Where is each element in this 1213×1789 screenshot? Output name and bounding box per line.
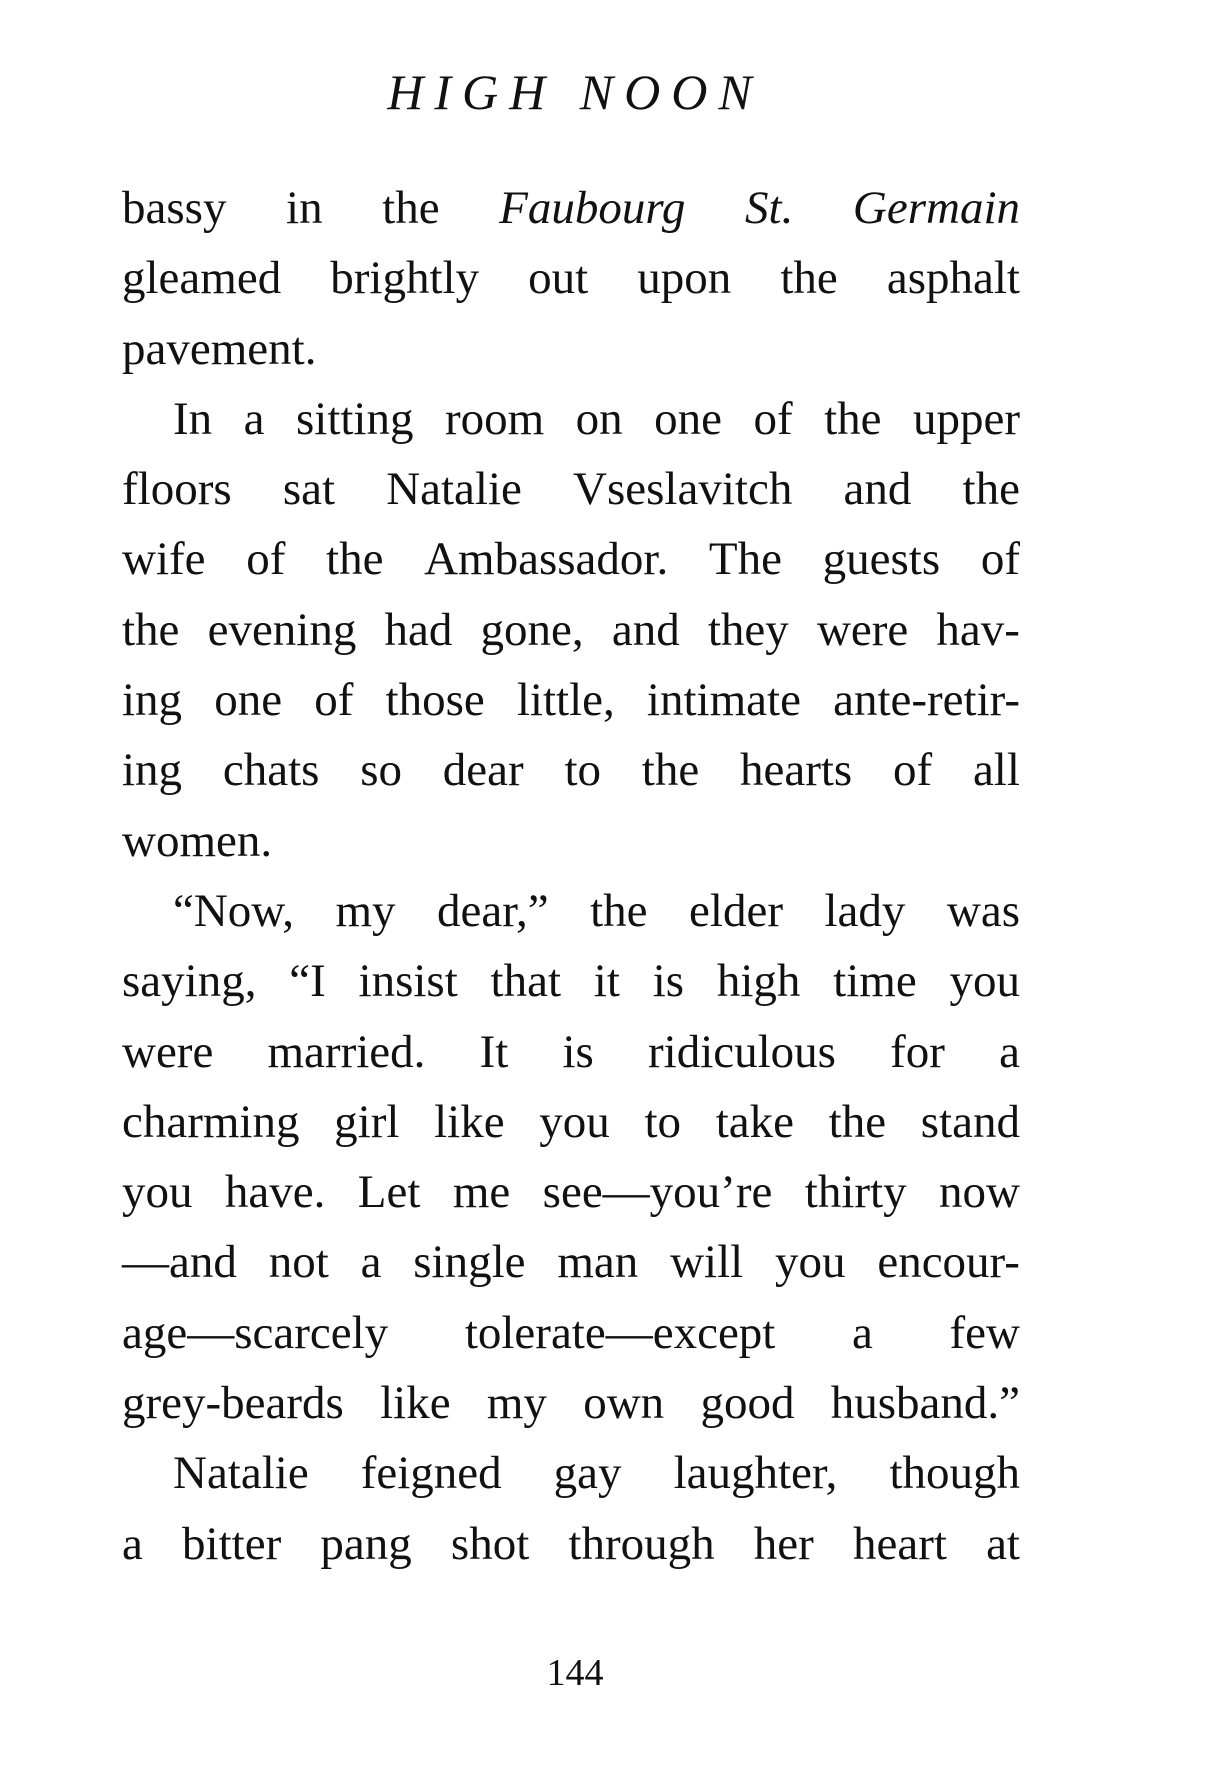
running-head: HIGH NOON: [387, 64, 763, 120]
text-line: [122, 182, 1020, 252]
word: the: [828, 1095, 887, 1148]
word: and: [611, 603, 680, 656]
word: floors: [122, 463, 232, 516]
word: now: [939, 1166, 1020, 1219]
word: my: [486, 1377, 547, 1430]
word: age—scarcely: [122, 1306, 389, 1359]
word: in: [286, 182, 323, 234]
word: Natalie: [386, 463, 522, 516]
word: laughter,: [673, 1447, 838, 1500]
word: were: [122, 1025, 214, 1078]
word: is: [562, 1025, 594, 1078]
word: will: [670, 1236, 744, 1289]
word: Natalie: [173, 1447, 309, 1500]
word: pang: [320, 1517, 412, 1570]
word: the: [326, 533, 384, 586]
page-number: 144: [546, 1652, 604, 1694]
word: It: [479, 1025, 509, 1078]
text-line: [122, 252, 1020, 322]
word: though: [889, 1447, 1020, 1500]
word: high: [716, 955, 801, 1008]
word: to: [644, 1095, 682, 1148]
word: of: [753, 392, 793, 445]
word: gone,: [480, 603, 584, 656]
word: is: [652, 955, 685, 1008]
word: the: [824, 392, 882, 445]
word: intimate: [646, 674, 801, 727]
word: of: [893, 744, 933, 797]
text-line: [122, 463, 1020, 533]
text-line: [122, 1377, 1020, 1447]
word: little,: [516, 674, 615, 727]
word: hearts: [739, 744, 853, 797]
word: those: [385, 674, 485, 727]
word: ing: [122, 744, 183, 797]
word: me: [452, 1166, 511, 1219]
word: a: [852, 1306, 873, 1359]
word: few: [949, 1306, 1020, 1359]
paragraph-first-line: [122, 885, 1020, 955]
text-line: [122, 1307, 1020, 1377]
word: dear: [442, 744, 524, 797]
word: women.: [122, 814, 273, 867]
word: gay: [553, 1447, 622, 1500]
word: Germain: [852, 182, 1020, 234]
word: ing: [122, 674, 183, 727]
body-text: [122, 182, 1020, 1588]
word: the: [382, 182, 440, 234]
word: girl: [334, 1095, 400, 1148]
word: tolerate—except: [464, 1306, 776, 1359]
word: the: [122, 603, 180, 656]
text-line: [122, 323, 1020, 393]
word: own: [583, 1377, 665, 1430]
word: sitting: [295, 392, 414, 445]
word: was: [946, 884, 1020, 937]
text-line: [122, 674, 1020, 744]
word: hav-: [936, 603, 1020, 656]
word: Ambassador.: [424, 533, 669, 586]
word: the: [590, 884, 648, 937]
word: have.: [224, 1166, 326, 1219]
word: like: [380, 1377, 451, 1430]
word: guests: [822, 533, 941, 586]
word: lady: [824, 884, 906, 937]
word: dear,”: [437, 884, 549, 937]
text-line: [122, 604, 1020, 674]
text-line: [122, 744, 1020, 814]
word: pavement.: [122, 322, 317, 375]
word: the: [780, 252, 838, 305]
word: they: [707, 603, 789, 656]
word: so: [360, 744, 402, 797]
text-line: [122, 815, 1020, 885]
word: asphalt: [886, 252, 1020, 305]
word: see—you’re: [542, 1166, 773, 1219]
word: The: [708, 533, 782, 586]
word: of: [980, 533, 1020, 586]
word: out: [528, 252, 589, 305]
text-line: [122, 533, 1020, 603]
word: elder: [689, 884, 783, 937]
word: husband.”: [830, 1377, 1020, 1430]
word: were: [816, 603, 909, 656]
word: In: [173, 392, 213, 445]
word: through: [568, 1517, 715, 1570]
word: you: [539, 1095, 610, 1148]
word: bassy: [122, 182, 227, 234]
word: one: [214, 674, 283, 727]
word: for: [890, 1025, 945, 1078]
text-line: [122, 1026, 1020, 1096]
word: married.: [267, 1025, 426, 1078]
word: of: [246, 533, 286, 586]
word: on: [575, 392, 623, 445]
word: “Now,: [173, 884, 294, 937]
word: ante-retir-: [833, 674, 1020, 727]
word: take: [715, 1095, 794, 1148]
word: her: [753, 1517, 814, 1570]
word: single: [413, 1236, 526, 1289]
word: —and: [122, 1236, 237, 1289]
word: wife: [122, 533, 206, 586]
text-line: [122, 1518, 1020, 1588]
word: my: [335, 884, 396, 937]
word: like: [434, 1095, 505, 1148]
word: charming: [122, 1095, 300, 1148]
word: St.: [745, 182, 794, 234]
word: Let: [357, 1166, 421, 1219]
word: encour-: [877, 1236, 1020, 1289]
word: thirty: [804, 1166, 907, 1219]
word: insist: [358, 955, 458, 1008]
word: upper: [912, 392, 1020, 445]
word: at: [986, 1517, 1020, 1570]
word: saying,: [122, 955, 257, 1008]
word: stand: [920, 1095, 1020, 1148]
word: it: [593, 955, 620, 1008]
word: had: [384, 603, 453, 656]
word: that: [490, 955, 562, 1008]
word: sat: [282, 463, 336, 516]
word: room: [444, 392, 545, 445]
word: the: [641, 744, 700, 797]
word: you: [122, 1166, 193, 1219]
word: not: [268, 1236, 329, 1289]
paragraph-first-line: [122, 393, 1020, 463]
word: a: [122, 1517, 143, 1570]
word: a: [360, 1236, 382, 1289]
word: a: [999, 1025, 1020, 1078]
word: time: [833, 955, 917, 1008]
word: evening: [207, 603, 357, 656]
text-line: [122, 1236, 1020, 1306]
word: heart: [852, 1517, 947, 1570]
word: man: [557, 1236, 639, 1289]
word: a: [243, 392, 265, 445]
word: one: [654, 392, 722, 445]
word: shot: [450, 1517, 530, 1570]
word: “I: [289, 955, 326, 1008]
word: all: [972, 744, 1020, 797]
paragraph-first-line: [122, 1447, 1020, 1517]
word: gleamed: [122, 252, 282, 305]
word: and: [843, 463, 912, 516]
text-line: [122, 955, 1020, 1025]
word: good: [700, 1377, 795, 1430]
text-line: [122, 1096, 1020, 1166]
word: chats: [222, 744, 320, 797]
word: bitter: [182, 1517, 282, 1570]
word: ridiculous: [647, 1025, 836, 1078]
word: feigned: [360, 1447, 502, 1500]
word: to: [564, 744, 601, 797]
word: the: [962, 463, 1020, 516]
word: upon: [637, 252, 732, 305]
word: Vseslavitch: [573, 463, 793, 516]
text-line: [122, 1166, 1020, 1236]
word: you: [949, 955, 1020, 1008]
word: grey-beards: [122, 1377, 344, 1430]
word: you: [775, 1236, 846, 1289]
word: Faubourg: [499, 182, 686, 234]
word: brightly: [330, 252, 480, 305]
word: of: [314, 674, 354, 727]
